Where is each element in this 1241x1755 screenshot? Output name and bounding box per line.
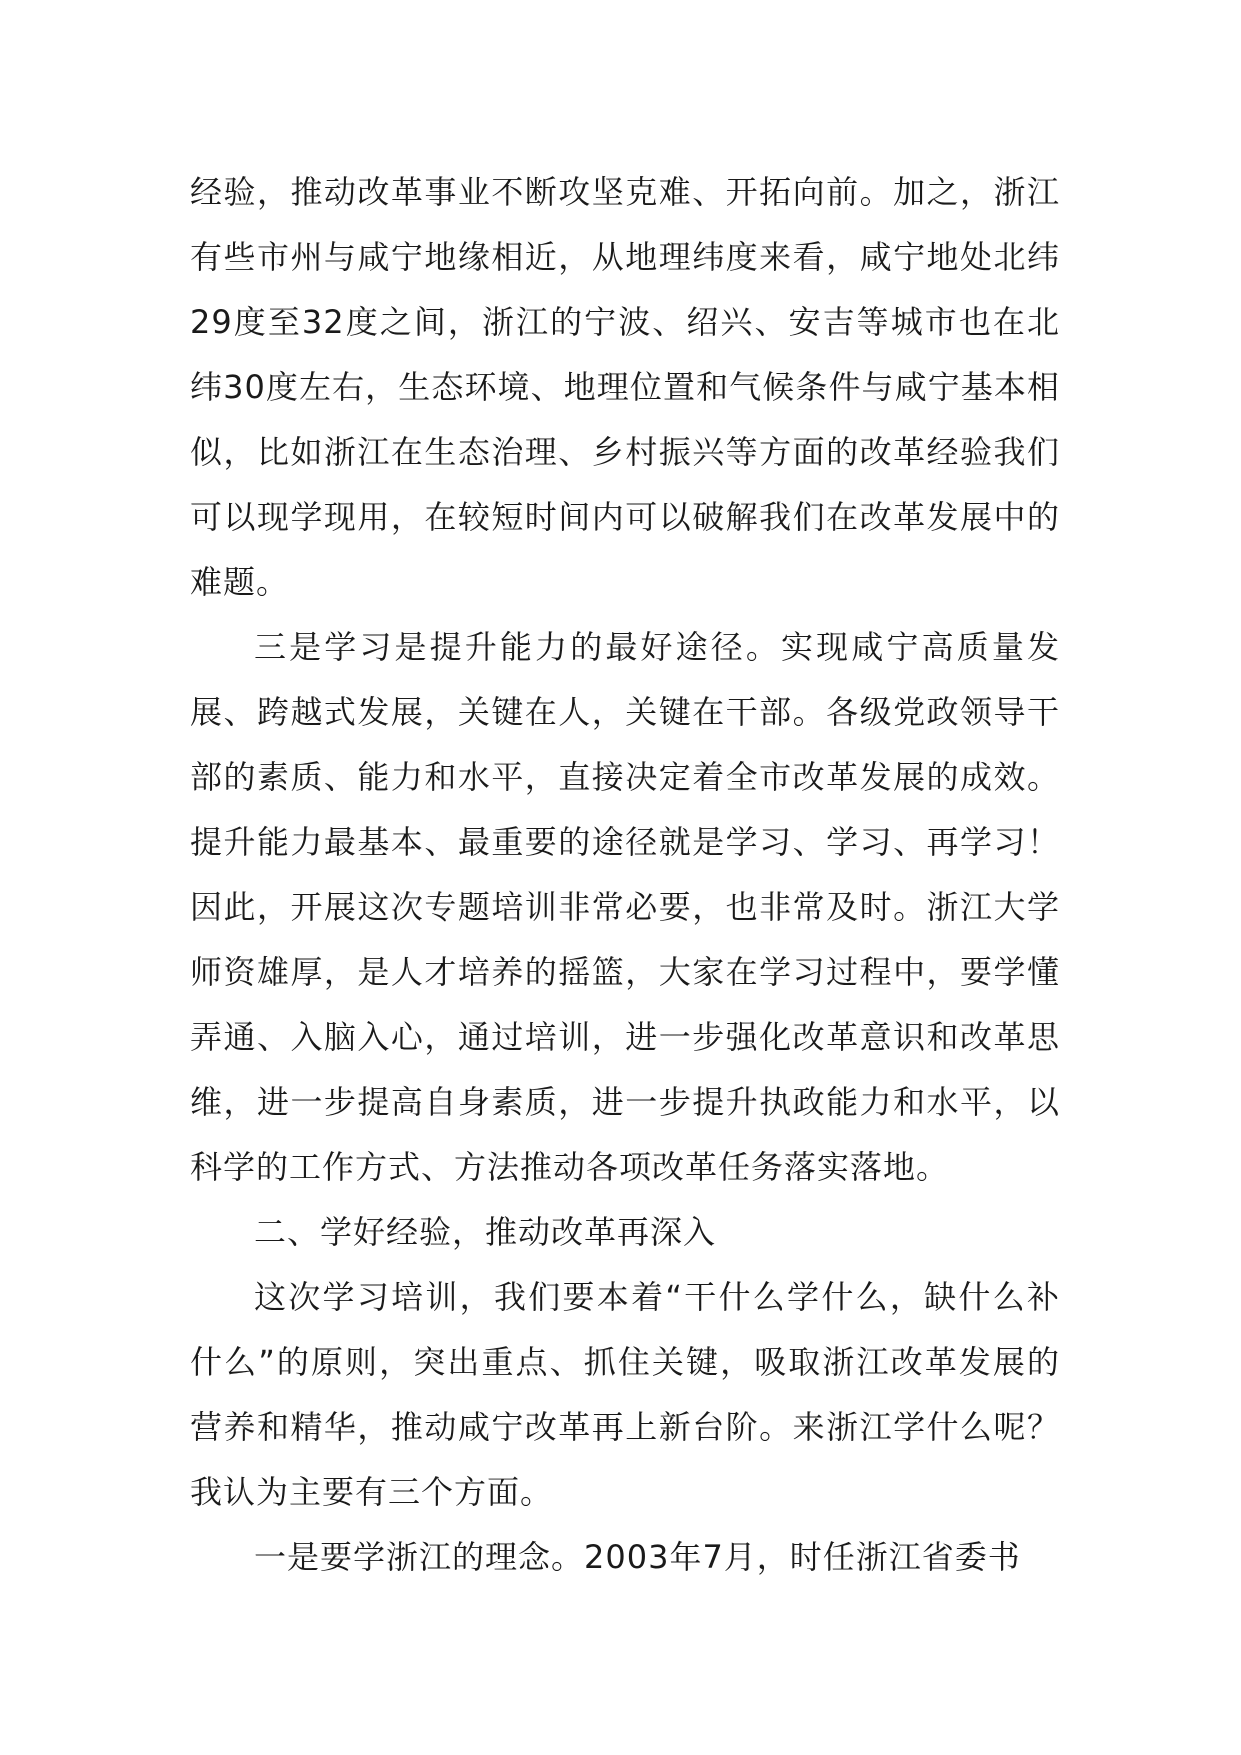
section-heading: 二、学好经验，推动改革再深入: [254, 1213, 717, 1251]
paragraph-continuation: 经验，推动改革事业不断攻坚克难、开拓向前。加之，浙江有些市州与咸宁地缘相近，从地理纬度来看，咸宁地处北纬29度至32度之间，浙江的宁波、绍兴、安吉等城市也在北纬30度左右，生态环境、地理位置和气候条件与咸宁基本相似，比如浙江在生态治理、乡村振兴等方面的改革经验我们可以现学现用，在较短时间内可以破解我们在改革发展中的难题。: [190, 173, 1060, 601]
paragraph-point-one: 一是要学浙江的理念。2003年7月，时任浙江省委书: [254, 1538, 1021, 1576]
document-body: [190, 160, 1060, 1590]
paragraph-training-intro: 这次学习培训，我们要本着“干什么学什么，缺什么补什么”的原则，突出重点、抓住关键，吸取浙江改革发展的营养和精华，推动咸宁改革再上新台阶。来浙江学什么呢？我认为主要有三个方面。: [190, 1278, 1060, 1511]
paragraph-point-three: 三是学习是提升能力的最好途径。实现咸宁高质量发展、跨越式发展，关键在人，关键在干部。各级党政领导干部的素质、能力和水平，直接决定着全市改革发展的成效。提升能力最基本、最重要的途径就是学习、学习、再学习！因此，开展这次专题培训非常必要，也非常及时。浙江大学师资雄厚，是人才培养的摇篮，大家在学习过程中，要学懂弄通、入脑入心，通过培训，进一步强化改革意识和改革思维，进一步提高自身素质，进一步提升执政能力和水平，以科学的工作方式、方法推动各项改革任务落实落地。: [190, 628, 1060, 1186]
